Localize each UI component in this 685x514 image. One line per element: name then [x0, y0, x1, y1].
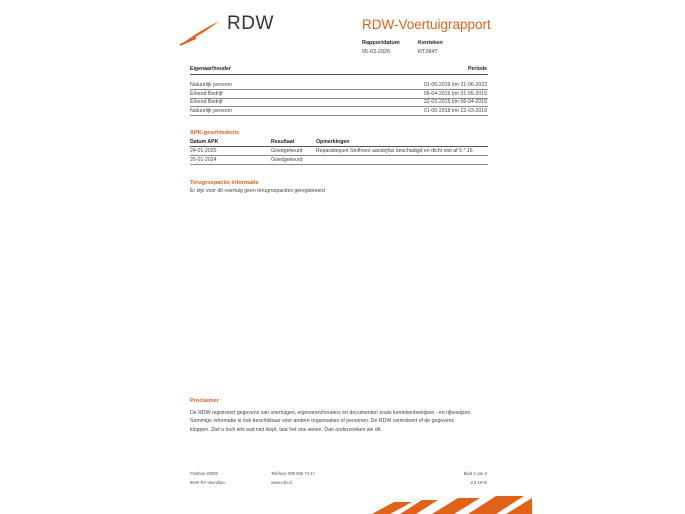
- document-title: RDW-Voertuigrapport: [362, 17, 491, 32]
- divider: [190, 155, 488, 156]
- apk-date-cell: 24-01-2025: [190, 148, 217, 154]
- disclaimer-line: De RDW registreert gegevens van voertuigen, eigenaren/houders en documenten zoals kentekenbewijzen - en rijbewijzen.: [190, 410, 472, 416]
- period-cell: 06-04-2019 t/m 01-05-2019: [423, 91, 487, 97]
- apk-result-column-header: Resultaat: [271, 139, 295, 145]
- disclaimer-line: kloppen. Ziet u toch iets wat niet klopt, laat het ons weten. Dan onderzoeken we dit.: [190, 426, 382, 433]
- recall-text: Er zijn voor dit voertuig geen terugroepacties geregistreerd: [190, 188, 325, 194]
- apk-result-cell: Goedgekeurd: [271, 148, 303, 154]
- divider: [190, 115, 488, 116]
- footer-address-line1: Postbus 30000: [190, 471, 218, 476]
- plate-value: RT284T: [418, 49, 438, 55]
- report-date-value: 05-03-2026: [362, 49, 391, 55]
- divider: [190, 146, 488, 147]
- owner-cell: Erkend Bedrijf: [190, 91, 223, 97]
- owner-column-header: Eigenaar/houder: [190, 66, 231, 72]
- footer-code: 2.6 1678: [470, 480, 487, 485]
- apk-date-column-header: Datum APK: [190, 139, 219, 145]
- decorative-stripes-icon: [372, 494, 532, 514]
- divider: [190, 89, 488, 90]
- footer-phone: Telefoon 088 008 74 47: [271, 471, 315, 476]
- plate-block: [418, 40, 443, 55]
- period-cell: 01-05-2018 t/m 22-03-2019: [423, 108, 487, 114]
- logo-text: RDW: [227, 13, 274, 34]
- apk-remarks-cell: Reparatiepunt Stofhoes aandrijfas beschadigd en dicht niet af 5.*.16: [316, 148, 473, 154]
- disclaimer-title: Proclaimer: [190, 398, 219, 404]
- recall-section-title: Terugroepactie informatie: [190, 180, 259, 186]
- period-cell: 01-05-2019 t/m 21-06-2023: [423, 82, 487, 88]
- disclaimer-text: [190, 409, 500, 434]
- report-date-label: Rapportdatum: [362, 40, 400, 46]
- period-cell: 22-03-2019 t/m 06-04-2019: [423, 99, 487, 105]
- divider: [190, 164, 488, 165]
- owner-cell: Erkend Bedrijf: [190, 99, 223, 105]
- footer-address-line2: 9640 RA Veendam: [190, 480, 225, 485]
- owner-cell: Natuurlijk persoon: [190, 108, 232, 114]
- period-column-header: Periode: [467, 66, 487, 72]
- owner-cell: Natuurlijk persoon: [190, 82, 232, 88]
- divider: [190, 74, 488, 75]
- rdw-logo-icon: [176, 18, 224, 48]
- plate-label: Kenteken: [418, 40, 443, 46]
- disclaimer-line: Sommige informatie is ook beschikbaar voor andere organisaties of personen. De RDW controleert of de gegevens: [190, 418, 455, 425]
- apk-section-title: APK-geschiedenis: [190, 130, 240, 136]
- apk-result-cell: Goedgekeurd: [271, 157, 303, 163]
- apk-remarks-column-header: Opmerkingen: [316, 139, 350, 145]
- footer-page-number: Blad 2 van 2: [463, 471, 487, 476]
- footer-website: www.rdw.nl: [271, 480, 292, 485]
- divider: [190, 106, 488, 107]
- report-date-block: [362, 40, 400, 55]
- apk-date-cell: 26-01-2024: [190, 157, 217, 163]
